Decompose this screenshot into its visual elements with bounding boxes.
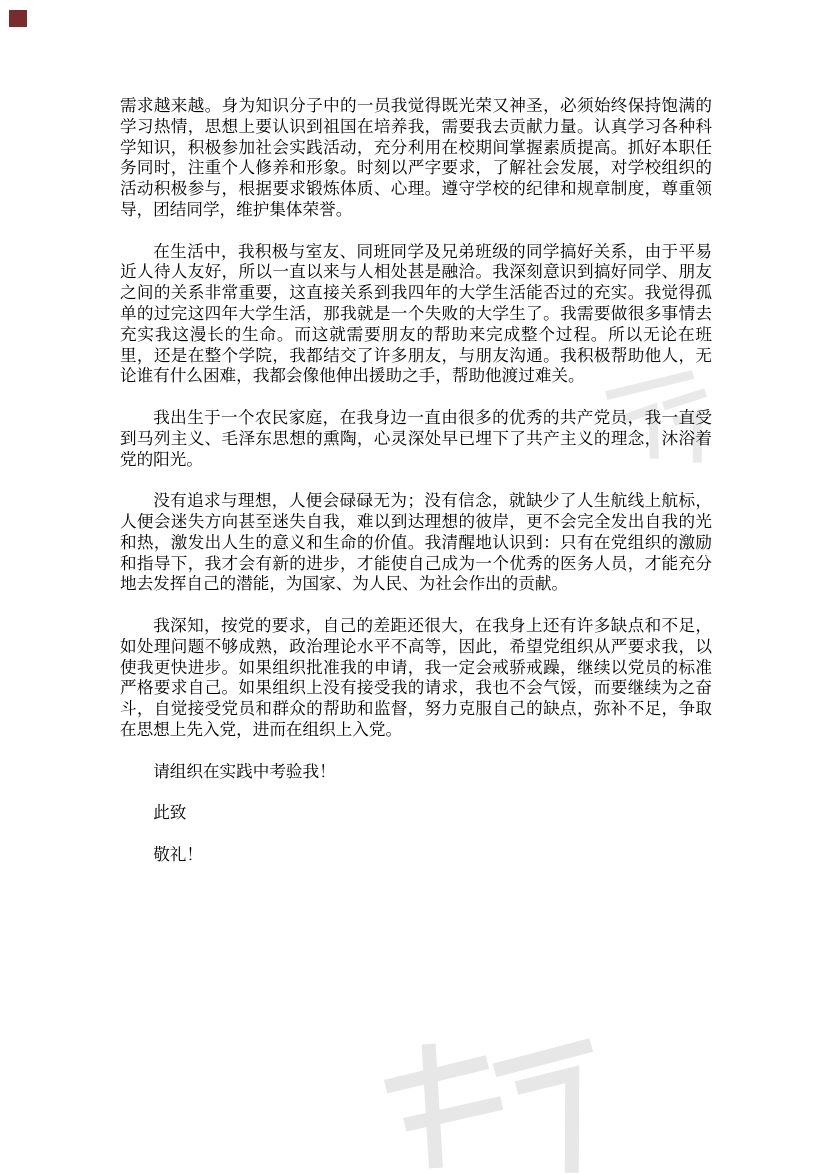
paragraph: 我深知，按党的要求，自己的差距还很大，在我身上还有许多缺点和不足，如处理问题不够成熟，政治理论水平不高等，因此，希望党组织从严要求我，以使我更快进步。如果组织批准我的申请，我一定会戒骄戒躁，继续以党员的标准严格要求自己。如果组织上没有接受我的请求，我也不会气馁，而要继续为之奋斗，自觉接受党员和群众的帮助和监督，努力克服自己的缺点，弥补不足，争取在思想上先入党，进而在组织上入党。 <box>120 615 712 739</box>
corner-mark <box>9 10 27 27</box>
watermark <box>375 1035 605 1174</box>
paragraph: 敬礼！ <box>153 844 203 864</box>
paragraph: 我出生于一个农民家庭，在我身边一直由很多的优秀的共产党员，我一直受到马列主义、毛泽东思想的熏陶，心灵深处早已埋下了共产主义的理念，沐浴着党的阳光。 <box>120 407 712 469</box>
paragraph: 需求越来越。身为知识分子中的一员我觉得既光荣又神圣，必须始终保持饱满的学习热情，思想上要认识到祖国在培养我，需要我去贡献力量。认真学习各种科学知识，积极参加社会实践活动，充分利用在校期间掌握素质提高。抓好本职任务同时，注重个人修养和形象。时刻以严字要求，了解社会发展，对学校组织的活动积极参与，根据要求锻炼体质、心理。遵守学校的纪律和规章制度，尊重领导，团结同学，维护集体荣誉。 <box>120 96 712 219</box>
paragraph: 请组织在实践中考验我！ <box>153 761 336 781</box>
paragraph: 没有追求与理想，人便会碌碌无为；没有信念，就缺少了人生航线上航标，人便会迷失方向甚至迷失自我，难以到达理想的彼岸，更不会完全发出自我的光和热，激发出人生的意义和生命的价值。我清醒地认识到：只有在党组织的激励和指导下，我才会有新的进步，才能使自己成为一个优秀的医务人员，才能充分地去发挥自己的潜能，为国家、为人民、为社会作出的贡献。 <box>120 491 712 594</box>
paragraph: 此致 <box>153 803 187 823</box>
document-body <box>120 96 712 886</box>
paragraph: 在生活中，我积极与室友、同班同学及兄弟班级的同学搞好关系，由于平易近人待人友好，所以一直以来与人相处甚是融洽。我深刻意识到搞好同学、朋友之间的关系非常重要，这直接关系到我四年的大学生活能否过的充实。我觉得孤单的过完这四年大学生活，那我就是一个失败的大学生了。我需要做很多事情去充实我这漫长的生命。而这就需要朋友的帮助来完成整个过程。所以无论在班里，还是在整个学院，我都结交了许多朋友，与朋友沟通。我积极帮助他人，无论谁有什么困难，我都会像他伸出援助之手，帮助他渡过难关。 <box>120 241 712 386</box>
